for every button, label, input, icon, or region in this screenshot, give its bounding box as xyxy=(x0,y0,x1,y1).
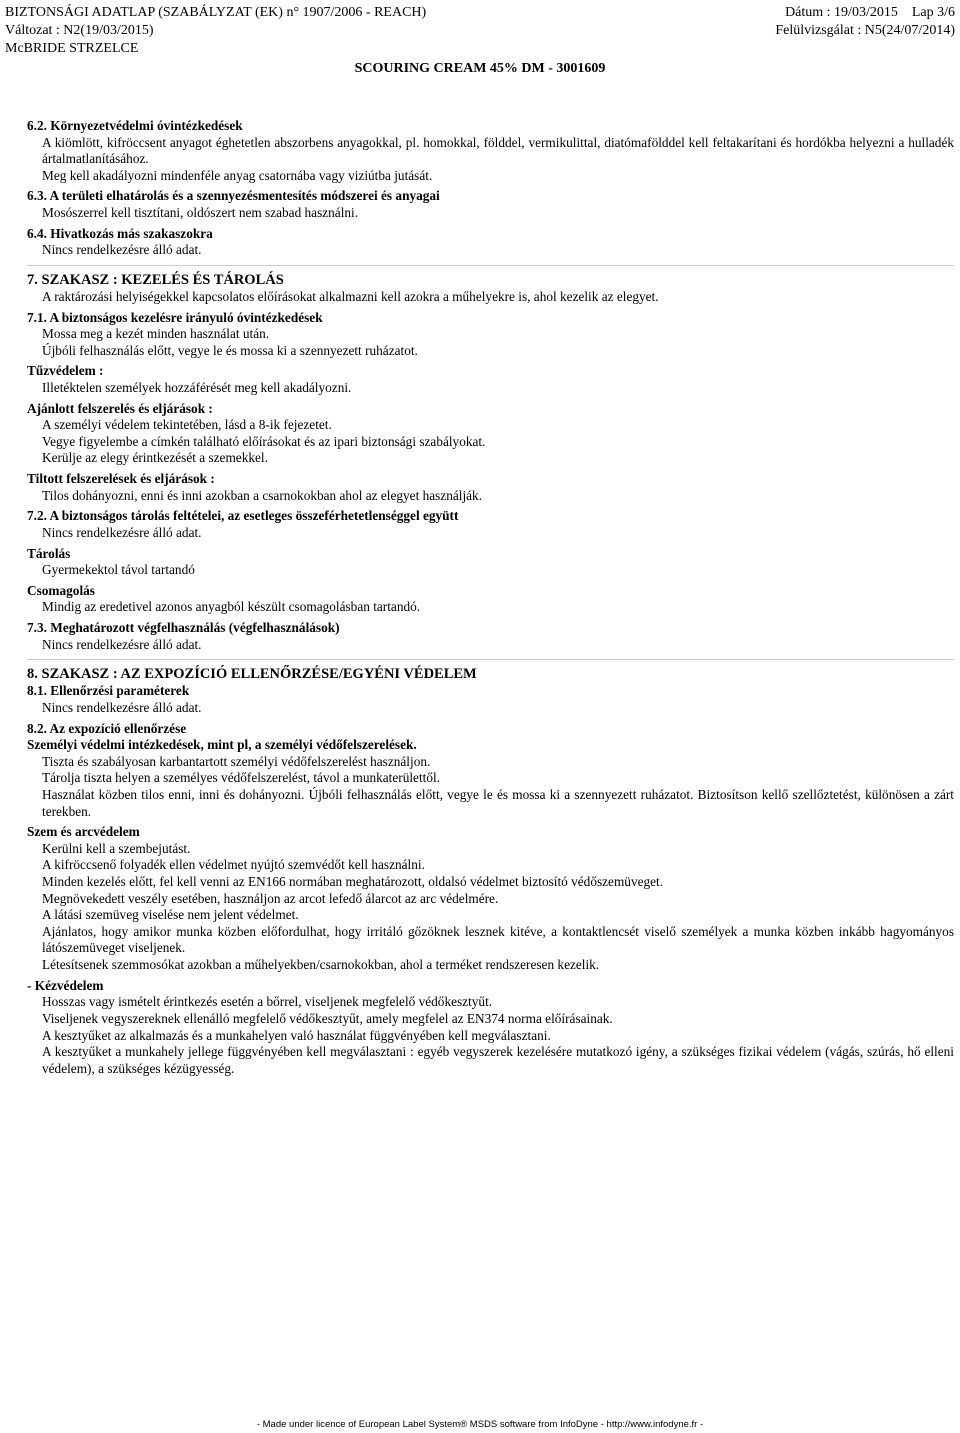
section-7-title: 7. SZAKASZ : KEZELÉS ÉS TÁROLÁS xyxy=(27,271,284,288)
paragraph: Nincs rendelkezésre álló adat. xyxy=(42,524,202,540)
date: Dátum : 19/03/2015 xyxy=(785,5,898,20)
paragraph: Tiszta és szabályosan karbantartott személyi védőfelszerelést használjon. xyxy=(42,753,431,769)
product-name: SCOURING CREAM 45% DM - 3001609 xyxy=(354,61,606,76)
heading-6-2: 6.2. Környezetvédelmi óvintézkedések xyxy=(27,118,243,133)
paragraph: Használat közben tilos enni, inni és dohányozni. Újbóli felhasználás előtt, vegye le és mossa ki a szennyezett ruházatot. Biztosítson kellő szellőztetést, különösen a zárt terekben. xyxy=(42,786,954,819)
page-footer: - Made under licence of European Label System® MSDS software from InfoDyne - http://www.infodyne.fr - xyxy=(256,1419,704,1430)
subheading-eye: Szem és arcvédelem xyxy=(27,824,140,840)
paragraph: Nincs rendelkezésre álló adat. xyxy=(42,636,202,652)
paragraph: Tárolja tiszta helyen a személyes védőfelszerelést, távol a munkaterülettől. xyxy=(42,770,441,786)
paragraph: Vegye figyelembe a címkén található előírásokat és az ipari biztonsági szabályokat. xyxy=(42,433,486,449)
paragraph: A kesztyűket az alkalmazás és a munkahelyen való használat függvényében kell megválasztani. xyxy=(42,1027,551,1043)
paragraph: Minden kezelés előtt, fel kell venni az EN166 normában meghatározott, oldalsó védelmet biztosító védőszemüveget. xyxy=(42,874,664,890)
subheading-fire: Tűzvédelem : xyxy=(27,363,104,379)
date-page xyxy=(785,4,955,22)
heading-7-3: 7.3. Meghatározott végfelhasználás (végfelhasználások) xyxy=(27,619,340,635)
paragraph: Mosószerrel kell tisztítani, oldószert nem szabad használni. xyxy=(42,205,359,221)
paragraph: A raktározási helyiségekkel kapcsolatos előírásokat alkalmazni kell azokra a műhelyekre is, ahol kezelik az elegyet. xyxy=(42,289,659,304)
subheading-storage: Tárolás xyxy=(27,545,71,561)
paragraph: Mossa meg a kezét minden használat után. xyxy=(42,326,270,342)
revision: Felülvizsgálat : N5(24/07/2014) xyxy=(775,23,955,38)
subheading-ppe: Személyi védelmi intézkedések, mint pl, a személyi védőfelszerelések. xyxy=(27,737,417,753)
paragraph: Mindig az eredetivel azonos anyagból készült csomagolásban tartandó. xyxy=(42,599,421,615)
document-body xyxy=(27,118,954,1077)
paragraph: Hosszas vagy ismételt érintkezés esetén a bőrrel, viseljenek megfelelő védőkesztyűt. xyxy=(42,994,493,1010)
version: Változat : N2(19/03/2015) xyxy=(5,23,154,38)
company: McBRIDE STRZELCE xyxy=(5,41,139,56)
paragraph: Meg kell akadályozni mindenféle anyag csatornába vagy viziútba jutását. xyxy=(42,167,433,183)
paragraph: Ajánlatos, hogy amikor munka közben előfordulhat, hogy irritáló gőzöknek lesznek kitéve, a kontaktlencsét viselő személyek a munka közben inkább hagyományos látószemüveget viseljenek. xyxy=(42,923,954,956)
paragraph: Kerülni kell a szembejutást. xyxy=(42,840,191,856)
divider xyxy=(27,659,954,660)
subheading-prohibited: Tiltott felszerelések és eljárások : xyxy=(27,471,215,487)
paragraph: Nincs rendelkezésre álló adat. xyxy=(42,699,202,715)
subheading-recommended: Ajánlott felszerelés és eljárások : xyxy=(27,400,213,416)
heading-7-1: 7.1. A biztonságos kezelésre irányuló óvintézkedések xyxy=(27,309,323,325)
paragraph: Létesítsenek szemmosókat azokban a műhelyekben/csarnokokban, ahol a terméket rendszeresen kezelik. xyxy=(42,957,600,973)
heading-7-2: 7.2. A biztonságos tárolás feltételei, az esetleges összeférhetetlenséggel együtt xyxy=(27,508,459,524)
paragraph: Nincs rendelkezésre álló adat. xyxy=(42,242,202,258)
section-8-title: 8. SZAKASZ : AZ EXPOZÍCIÓ ELLENŐRZÉSE/EGYÉNI VÉDELEM xyxy=(27,666,477,683)
paragraph: A kesztyűket a munkahely jellege függvényében kell megválasztani : egyéb vegyszerek kezelésére mutatkozó igény, a szükséges fizikai védelem (vágás, szúrás, hő elleni védelem), a szükséges kézügyesség. xyxy=(42,1044,954,1076)
paragraph: Újbóli felhasználás előtt, vegye le és mossa ki a szennyezett ruházatot. xyxy=(42,342,418,358)
paragraph: A kifröccsenő folyadék ellen védelmet nyújtó szemvédőt kell használni. xyxy=(42,857,425,873)
subheading-packaging: Csomagolás xyxy=(27,582,95,598)
page-header xyxy=(5,4,955,78)
paragraph: Illetéktelen személyek hozzáférését meg kell akadályozni. xyxy=(42,380,352,396)
document-title: BIZTONSÁGI ADATLAP (SZABÁLYZAT (EK) n° 1907/2006 - REACH) xyxy=(5,5,427,20)
paragraph: Viseljenek vegyszereknek ellenálló megfelelő védőkesztyűt, amely megfelel az EN374 norma előírásainak. xyxy=(42,1010,613,1026)
paragraph: Tilos dohányozni, enni és inni azokban a csarnokokban ahol az elegyet használják. xyxy=(42,487,483,503)
paragraph: Megnövekedett veszély esetében, használjon az arcot lefedő álarcot az arc védelmére. xyxy=(42,890,499,906)
paragraph: A személyi védelem tekintetében, lásd a 8-ik fejezetet. xyxy=(42,417,332,433)
paragraph: Gyermekektol távol tartandó xyxy=(42,562,195,578)
paragraph: Kerülje az elegy érintkezését a szemekkel. xyxy=(42,450,268,466)
heading-6-4: 6.4. Hivatkozás más szakaszokra xyxy=(27,225,213,241)
paragraph: A kiömlött, kifröccsent anyagot éghetetlen abszorbens anyagokkal, pl. homokkal, földdel, vermikulittal, diatómafölddel kell feltakarítani és hordókba helyezni a hulladék ártalmatlanításához. xyxy=(42,134,954,167)
heading-8-2: 8.2. Az expozíció ellenőrzése xyxy=(27,720,187,736)
divider xyxy=(27,265,954,266)
heading-8-1: 8.1. Ellenőrzési paraméterek xyxy=(27,683,190,699)
page-number: Lap 3/6 xyxy=(911,5,955,20)
subheading-hand: - Kézvédelem xyxy=(27,977,104,993)
heading-6-3: 6.3. A területi elhatárolás és a szennyezésmentesítés módszerei és anyagai xyxy=(27,188,440,204)
paragraph: A látási szemüveg viselése nem jelent védelmet. xyxy=(42,907,299,923)
